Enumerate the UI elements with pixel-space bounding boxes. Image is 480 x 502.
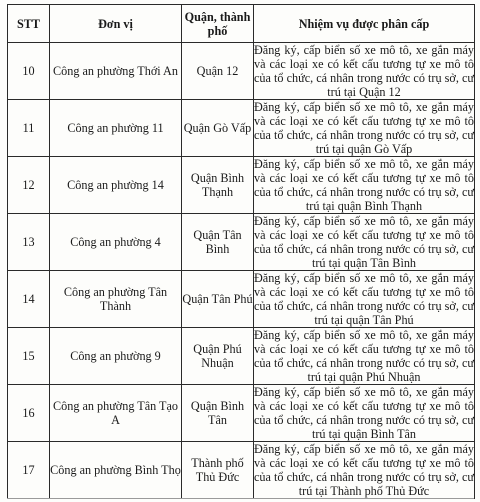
table-row	[8, 100, 475, 157]
row-district: Quận Tân Phú	[182, 271, 254, 328]
row-district: Quận Phú Nhuận	[182, 328, 254, 385]
table-row	[8, 442, 475, 499]
page-cut-line	[7, 498, 474, 499]
header-stt: STT	[8, 5, 50, 43]
row-district: Quận Gò Vấp	[182, 100, 254, 157]
row-stt: 13	[8, 214, 50, 271]
row-stt: 14	[8, 271, 50, 328]
row-unit: Công an phường 4	[50, 214, 182, 271]
row-stt: 10	[8, 43, 50, 100]
row-district: Quận Tân Bình	[182, 214, 254, 271]
table-row	[8, 385, 475, 442]
row-district: Quận Bình Tân	[182, 385, 254, 442]
row-district: Quận 12	[182, 43, 254, 100]
table-row	[8, 43, 475, 100]
row-unit: Công an phường 9	[50, 328, 182, 385]
row-stt: 17	[8, 442, 50, 499]
header-district: Quận, thành phố	[182, 5, 254, 43]
table-row	[8, 214, 475, 271]
row-task: Đăng ký, cấp biển số xe mô tô, xe gắn máy và các loại xe có kết cấu tương tự xe mô tô của tổ chức, cá nhân trong nước có trụ sở, cư trú tại quận Phú Nhuận	[254, 328, 474, 384]
row-task: Đăng ký, cấp biển số xe mô tô, xe gắn máy và các loại xe có kết cấu tương tự xe mô tô của tổ chức, cá nhân trong nước có trụ sở, cư trú tại quận Bình Thạnh	[254, 157, 474, 213]
row-task: Đăng ký, cấp biển số xe mô tô, xe gắn máy và các loại xe có kết cấu tương tự xe mô tô của tổ chức, cá nhân trong nước có trụ sở, cư trú tại quận Tân Phú	[254, 271, 474, 327]
row-stt: 15	[8, 328, 50, 385]
row-unit: Công an phường Thới An	[50, 43, 182, 100]
table-row	[8, 271, 475, 328]
row-task: Đăng ký, cấp biển số xe mô tô, xe gắn máy và các loại xe có kết cấu tương tự xe mô tô của tổ chức, cá nhân trong nước có trụ sở, cư trú tại Quận 12	[254, 43, 474, 99]
row-task: Đăng ký, cấp biển số xe mô tô, xe gắn máy và các loại xe có kết cấu tương tự xe mô tô của tổ chức, cá nhân trong nước có trụ sở, cư trú tại quận Tân Bình	[254, 214, 474, 270]
header-unit: Đơn vị	[50, 5, 182, 43]
table-header-row	[8, 5, 475, 43]
table-row	[8, 328, 475, 385]
row-unit: Công an phường Tân Tạo A	[50, 385, 182, 442]
row-unit: Công an phường 11	[50, 100, 182, 157]
row-district: Quận Bình Thạnh	[182, 157, 254, 214]
row-task: Đăng ký, cấp biển số xe mô tô, xe gắn máy và các loại xe có kết cấu tương tự xe mô tô của tổ chức, cá nhân trong nước có trụ sở, cư trú tại quận Bình Tân	[254, 385, 474, 441]
row-stt: 12	[8, 157, 50, 214]
header-task: Nhiệm vụ được phân cấp	[254, 5, 475, 43]
row-stt: 16	[8, 385, 50, 442]
table-row	[8, 157, 475, 214]
row-task: Đăng ký, cấp biển số xe mô tô, xe gắn máy và các loại xe có kết cấu tương tự xe mô tô của tổ chức, cá nhân trong nước có trụ sở, cư trú tại quận Gò Vấp	[254, 100, 474, 156]
row-unit: Công an phường 14	[50, 157, 182, 214]
decentralization-table	[7, 4, 475, 499]
row-task: Đăng ký, cấp biển số xe mô tô, xe gắn máy và các loại xe có kết cấu tương tự xe mô tô của tổ chức, cá nhân trong nước có trụ sở, cư trú tại Thành phố Thủ Đức	[254, 442, 474, 498]
row-unit: Công an phường Tân Thành	[50, 271, 182, 328]
row-stt: 11	[8, 100, 50, 157]
row-district: Thành phố Thủ Đức	[182, 442, 254, 499]
row-unit: Công an phường Bình Thọ	[50, 442, 182, 499]
